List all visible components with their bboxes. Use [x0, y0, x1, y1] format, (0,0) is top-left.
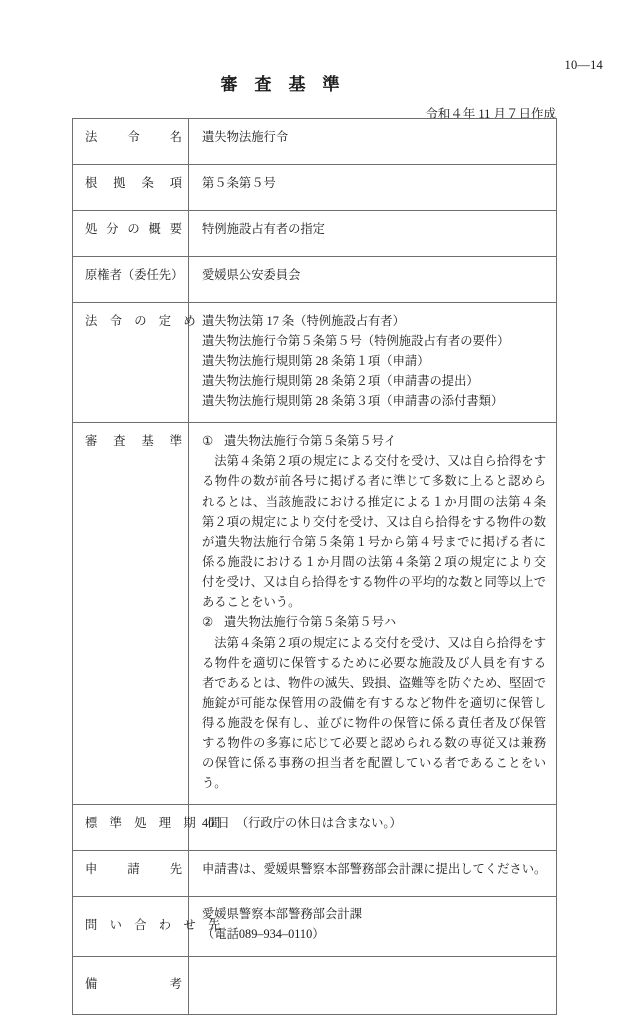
criteria-item-2-heading	[202, 613, 546, 633]
row-label-legal-provisions: 法 令 の 定 め	[73, 303, 189, 423]
criteria-item-1-heading-text: 遺失物法施行令第５条第５号イ	[224, 433, 397, 448]
table-row-disposition-summary	[73, 211, 557, 257]
table-row-standard-period	[73, 804, 557, 850]
table-row-article	[73, 165, 557, 211]
criteria-item-2-body: 法第４条第２項の規定による交付を受け、又は自ら拾得をする物件を適切に保管するために必要な施設及び人員を有する者であるとは、物件の滅失、毀損、盗難等を防ぐため、堅固で施錠が可能な保管用の設備を有するなど物件を適切に保管し得る施設を保有し、並びに物件の保管に係る責任者及び保管する物件の多寡に応じて必要と認められる数の専従又は兼務の保管に係る事務の担当者を配置している者であることをいう。	[202, 635, 546, 790]
row-value-review-criteria	[189, 422, 557, 804]
criteria-item-2-marker: ②	[202, 614, 214, 629]
row-label-contact: 問 い 合 わ せ 先	[73, 896, 189, 956]
criteria-item-1-body: 法第４条第２項の規定による交付を受け、又は自ら拾得をする物件の数が前各号に掲げる者に準じて多数に上ると認められるとは、当該施設における推定による１か月間の法第４条第２項の規定により交付を受け、又は自ら拾得をする物件の数が遺失物法施行令第５条第１号から第４号までに掲げる者に係る施設における１か月間の法第４条第２項の規定により交付を受け、又は自ら拾得をする物件の平均的な数と同等以上であることをいう。	[202, 454, 546, 609]
row-label-authority: 原権者（委任先）	[73, 257, 189, 303]
table-row-law-name	[73, 119, 557, 165]
row-label-disposition-summary: 処分の概要	[73, 211, 189, 257]
criteria-item-2	[202, 613, 546, 793]
row-label-law-name: 法 令 名	[73, 119, 189, 165]
row-label-review-criteria: 審 査 基 準	[73, 422, 189, 804]
row-value-disposition-summary: 特例施設占有者の指定	[189, 211, 557, 257]
row-label-remarks: 備 考	[73, 956, 189, 1014]
criteria-item-1-heading	[202, 432, 546, 452]
row-label-submission-destination: 申 請 先	[73, 850, 189, 896]
criteria-item-2-heading-text: 遺失物法施行令第５条第５号ハ	[224, 614, 397, 629]
row-value-submission-destination: 申請書は、愛媛県警察本部警務部会計課に提出してください。	[189, 850, 557, 896]
review-criteria-table	[72, 118, 557, 1015]
created-date: 令和４年 11 月７日作成	[425, 107, 556, 121]
table-row-legal-provisions	[73, 303, 557, 423]
row-value-article: 第５条第５号	[189, 165, 557, 211]
table-row-remarks	[73, 956, 557, 1014]
row-label-standard-period: 標 準 処 理 期 間	[73, 804, 189, 850]
table-row-submission-destination	[73, 850, 557, 896]
row-value-legal-provisions: 遺失物法第 17 条（特例施設占有者） 遺失物法施行令第５条第５号（特例施設占有者の要件） 遺失物法施行規則第 28 条第１項（申請） 遺失物法施行規則第 28 条第２項（申請書の提出） 遺失物法施行規則第 28 条第３項（申請書の添付書類）	[189, 303, 557, 423]
row-value-law-name: 遺失物法施行令	[189, 119, 557, 165]
table-row-contact	[73, 896, 557, 956]
table-row-authority	[73, 257, 557, 303]
criteria-item-1-marker: ①	[202, 433, 214, 448]
page-title: 審査基準	[220, 75, 357, 94]
table-row-review-criteria	[73, 422, 557, 804]
row-label-article: 根 拠 条 項	[73, 165, 189, 211]
row-value-remarks	[189, 956, 557, 1014]
row-value-standard-period: 40 日 （行政庁の休日は含まない。）	[189, 804, 557, 850]
criteria-item-1	[202, 432, 546, 612]
row-value-contact: 愛媛県警察本部警務部会計課 （電話089–934–0110）	[189, 896, 557, 956]
row-value-authority: 愛媛県公安委員会	[189, 257, 557, 303]
page-number: 10—14	[564, 58, 603, 72]
